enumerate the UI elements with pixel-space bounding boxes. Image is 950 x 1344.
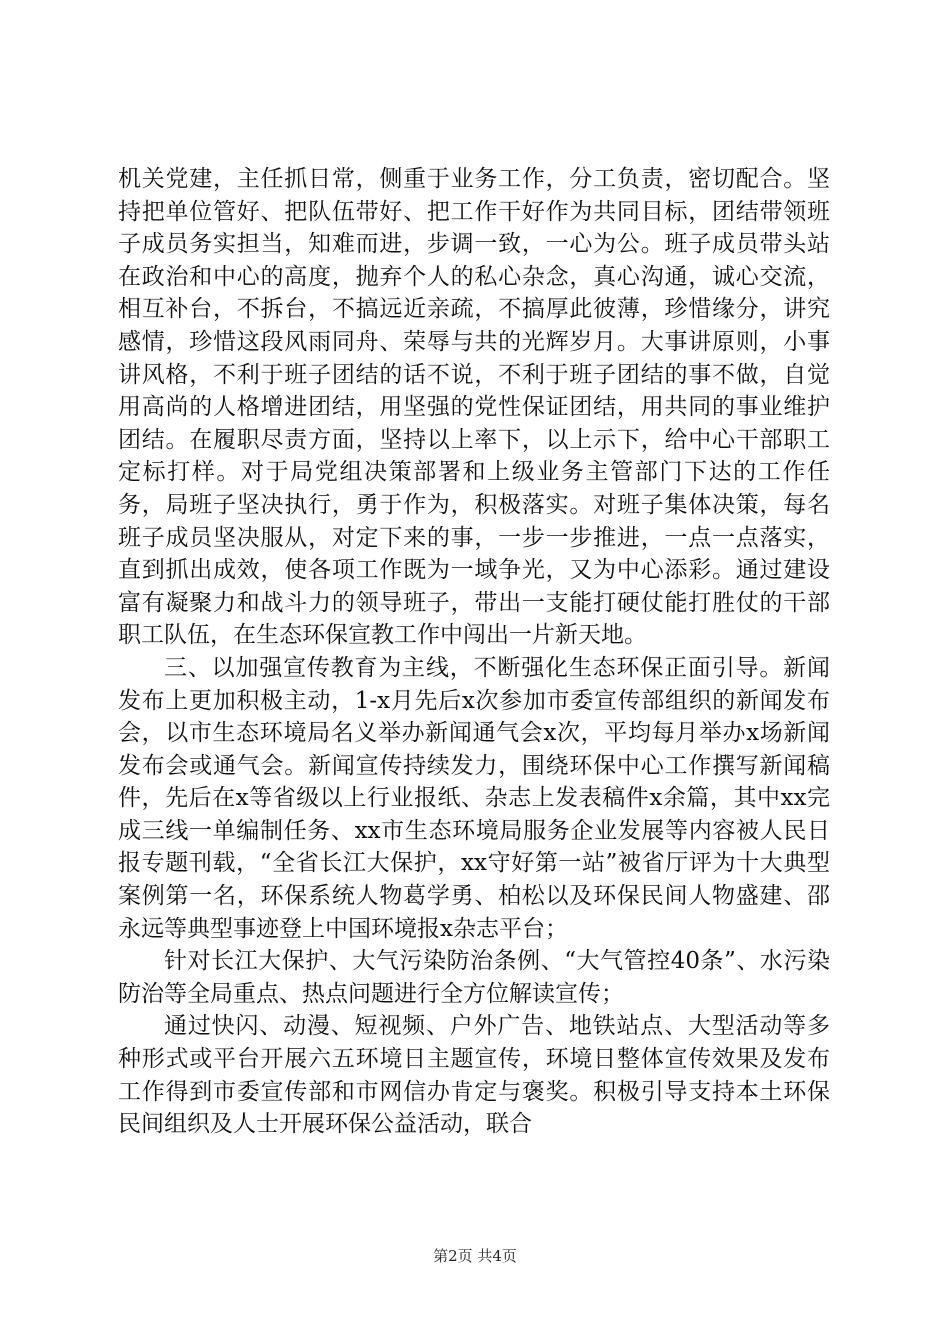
page-number-footer: 第2页 共4页 [433, 1247, 517, 1265]
paragraph-leadership-unity: 机关党建，主任抓日常，侧重于业务工作，分工负责，密切配合。坚持把单位管好、把队伍带好、把工作干好作为共同目标，团结带领班子成员务实担当，知难而进，步调一致，一心为公。班子成员带头站在政治和中心的高度，抛弃个人的私心杂念，真心沟通，诚心交流，相互补台，不拆台，不搞远近亲疏，不搞厚此彼薄，珍惜缘分，讲究感情，珍惜这段风雨同舟、荣辱与共的光辉岁月。大事讲原则，小事讲风格，不利于班子团结的话不说，不利于班子团结的事不做，自觉用高尚的人格增进团结，用坚强的党性保证团结，用共同的事业维护团结。在履职尽责方面，坚持以上率下，以上示下，给中心干部职工定标打样。对于局党组决策部署和上级业务主管部门下达的工作任务，局班子坚决执行，勇于作为，积极落实。对班子集体决策，每名班子成员坚决服从，对定下来的事，一步一步推进，一点一点落实，直到抓出成效，使各项工作既为一域争光，又为中心添彩。通过建设富有凝聚力和战斗力的领导班子，带出一支能打硬仗能打胜仗的干部职工队伍，在生态环保宣教工作中闯出一片新天地。 [118, 166, 830, 649]
paragraph-key-issues-interpretation: 针对长江大保护、大气污染防治条例、“大气管控40条”、水污染防治等全局重点、热点问题进行全方位解读宣传； [118, 948, 830, 1007]
document-body [118, 163, 830, 1141]
paragraph-section-three-publicity: 三、以加强宣传教育为主线，不断强化生态环保正面引导。新闻发布上更加积极主动，1-x月先后x次参加市委宣传部组织的新闻发布会，以市生态环境局名义举办新闻通气会x次，平均每月举办x场新闻发布会或通气会。新闻宣传持续发力，围绕环保中心工作撰写新闻稿件，先后在x等省级以上行业报纸、杂志上发表稿件x余篇，其中xx完成三线一单编制任务、xx市生态环境局服务企业发展等内容被人民日报专题刊载，“全省长江大保护，xx守好第一站”被省厅评为十大典型案例第一名，环保系统人物葛学勇、柏松以及环保民间人物盛建、邵永远等典型事迹登上中国环境报x杂志平台； [118, 654, 830, 942]
paragraph-environment-day-campaign: 通过快闪、动漫、短视频、户外广告、地铁站点、大型活动等多种形式或平台开展六五环境日主题宣传，环境日整体宣传效果及发布工作得到市委宣传部和市网信办肯定与褒奖。积极引导支持本土环保民间组织及人士开展环保公益活动，联合 [118, 1013, 830, 1138]
